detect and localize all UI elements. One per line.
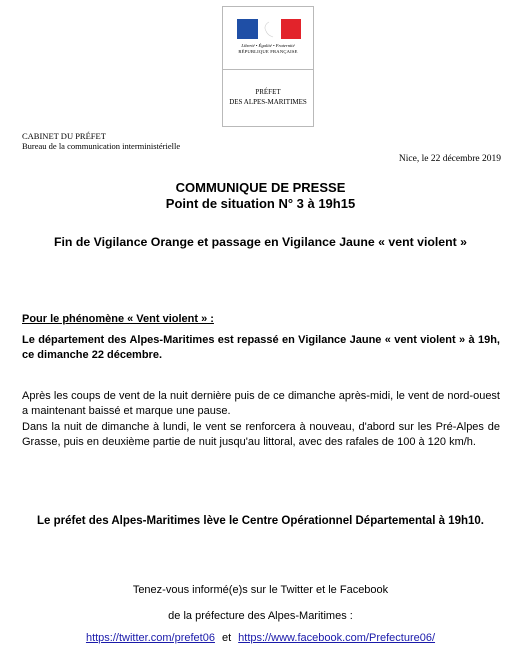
facebook-link[interactable]: https://www.facebook.com/Prefecture06/ — [238, 632, 436, 644]
cod-announcement: Le préfet des Alpes-Maritimes lève le Centre Opérationnel Départemental à 19h10. — [37, 515, 484, 527]
follow-line-1: Tenez-vous informé(e)s sur le Twitter et le Facebook — [132, 584, 389, 596]
prefet-line2: DES ALPES-MARITIMES — [229, 98, 307, 106]
marianne-flag-icon — [237, 19, 301, 39]
section-heading: Pour le phénomène « Vent violent » : — [22, 313, 214, 325]
cabinet-label: CABINET DU PRÉFET — [22, 131, 106, 141]
link-separator: et — [221, 632, 232, 644]
dateline: Nice, le 22 décembre 2019 — [398, 154, 501, 164]
republic-motto: Liberté • Égalité • Fraternité — [241, 43, 295, 48]
bureau-label: Bureau de la communication interministérielle — [22, 141, 181, 151]
logo-divider — [223, 69, 313, 70]
document-title: COMMUNIQUE DE PRESSE — [175, 180, 346, 195]
bold-paragraph: Le département des Alpes-Maritimes est repassé en Vigilance Jaune « vent violent » à 19h, ce dimanche 22 décembre. — [22, 334, 500, 361]
document-subtitle: Point de situation N° 3 à 19h15 — [165, 196, 356, 211]
follow-line-2: de la préfecture des Alpes-Maritimes : — [168, 610, 353, 622]
paragraph-2: Dans la nuit de dimanche à lundi, le vent se renforcera à nouveau, d'abord sur les Pré-Alpes de Grasse, puis en deuxième partie de nuit jusqu'au littoral, avec des rafales de 100 à 120 km/h. — [22, 421, 500, 448]
republic-name: RÉPUBLIQUE FRANÇAISE — [238, 49, 298, 54]
social-links — [0, 632, 521, 645]
subject-heading: Fin de Vigilance Orange et passage en Vigilance Jaune « vent violent » — [53, 235, 467, 249]
paragraph-1: Après les coups de vent de la nuit dernière puis de ce dimanche après-midi, le vent de nord-ouest a maintenant baissé et marque une pause. — [22, 390, 500, 417]
prefet-line1: PRÉFET — [255, 88, 281, 96]
prefecture-logo — [222, 6, 314, 127]
prefet-name — [223, 87, 313, 107]
twitter-link[interactable]: https://twitter.com/prefet06 — [85, 632, 215, 644]
marianne-profile-icon — [251, 19, 281, 39]
